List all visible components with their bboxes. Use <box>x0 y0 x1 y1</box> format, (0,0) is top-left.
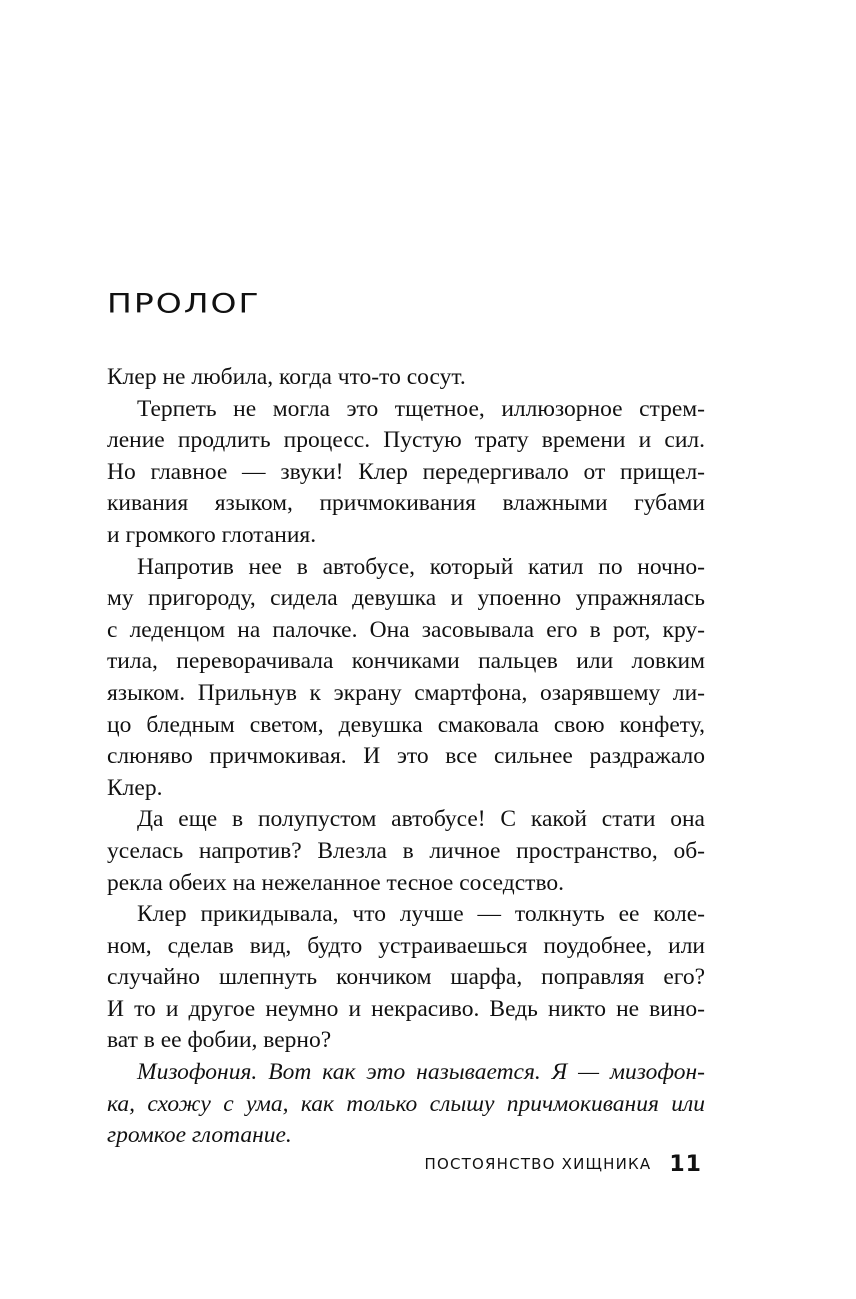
text-line: случайно шлепнуть кончиком шарфа, поправляя его? <box>107 964 705 991</box>
text-line: И то и другое неумно и некрасиво. Ведь никто не вино- <box>107 995 705 1022</box>
paragraph <box>107 804 705 899</box>
paragraph <box>107 362 705 394</box>
text-line: ка, схожу с ума, как только слышу причмокивания или <box>107 1090 705 1117</box>
paragraph <box>107 394 705 552</box>
paragraph <box>107 899 705 1057</box>
page-number: 11 <box>669 1151 702 1177</box>
text-line: ном, сделав вид, будто устраиваешься поудобнее, или <box>107 932 705 959</box>
text-line: Клер не любила, когда что-то сосут. <box>107 364 466 390</box>
text-line: цо бледным светом, девушка смаковала свою конфету, <box>107 711 705 738</box>
text-line: ление продлить процесс. Пустую трату времени и сил. <box>107 427 705 454</box>
text-line: и громкого глотания. <box>107 521 317 548</box>
text-line: му пригороду, сидела девушка и упоенно упражнялась <box>107 585 705 612</box>
text-line: громкое глотание. <box>107 1122 292 1149</box>
text-line: языком. Прильнув к экрану смартфона, озарявшему ли- <box>107 679 705 706</box>
text-line: рекла обеих на нежеланное тесное соседство. <box>107 869 565 896</box>
page-footer <box>380 1148 702 1180</box>
text-line: Но главное — звуки! Клер передергивало от прищел- <box>107 458 705 485</box>
running-title: ПОСТОЯНСТВО ХИЩНИКА <box>424 1155 652 1173</box>
chapter-body <box>107 362 705 1152</box>
text-line: Напротив нее в автобусе, который катил по ночно- <box>137 553 705 580</box>
text-line: Клер прикидывала, что лучше — толкнуть ее коле- <box>137 901 705 928</box>
text-line: Клер. <box>107 774 163 801</box>
chapter-title: ПРОЛОГ <box>107 287 261 319</box>
text-line: тила, переворачивала кончиками пальцев или ловким <box>107 648 705 675</box>
text-line: ват в ее фобии, верно? <box>107 1027 332 1054</box>
text-line: Терпеть не могла это тщетное, иллюзорное стрем- <box>137 395 705 422</box>
text-line: Мизофония. Вот как это называется. Я — мизофон- <box>137 1059 705 1086</box>
text-line: Да еще в полупустом автобусе! С какой стати она <box>137 806 705 833</box>
paragraph <box>107 552 705 805</box>
text-line: слюняво причмокивая. И это все сильнее раздражало <box>107 743 705 770</box>
text-line: кивания языком, причмокивания влажными губами <box>107 490 705 517</box>
text-line: с леденцом на палочке. Она засовывала его в рот, кру- <box>107 616 705 643</box>
paragraph-italic <box>107 1057 705 1152</box>
text-line: уселась напротив? Влезла в личное пространство, об- <box>107 837 705 864</box>
